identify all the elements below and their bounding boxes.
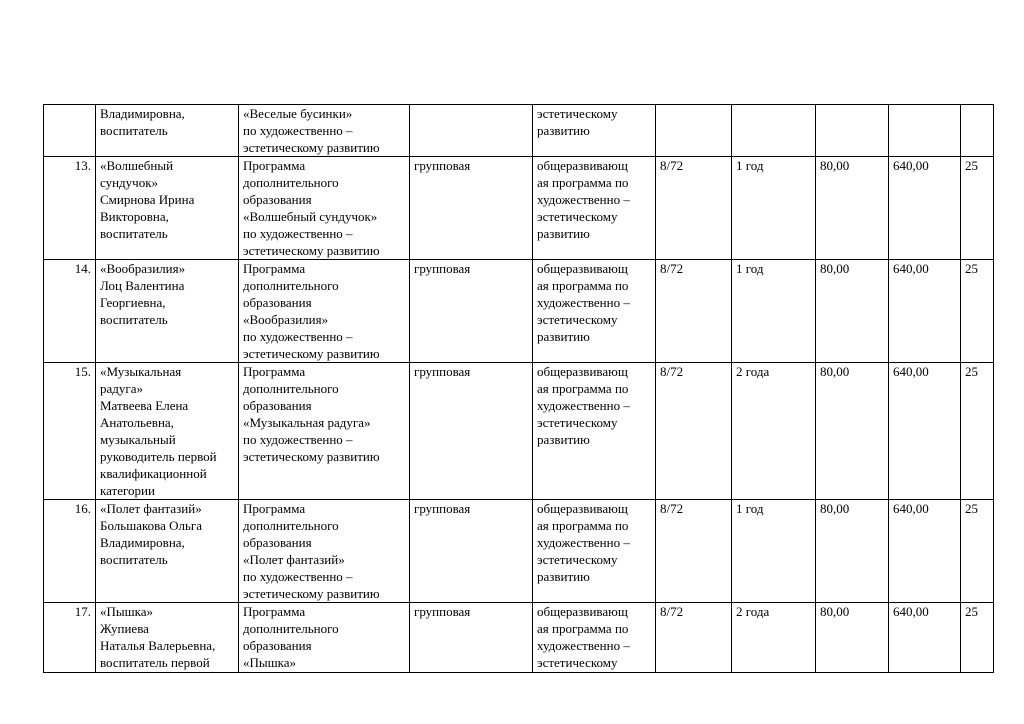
program-type-cell-line: ая программа по: [537, 278, 629, 293]
program-cell: [239, 157, 410, 260]
program-cell-line: дополнительного: [243, 381, 339, 396]
hours-cell: [656, 603, 732, 673]
teacher-cell-line: Анатольевна,: [100, 415, 174, 430]
children-count-cell: [961, 363, 994, 500]
program-cell-line: образования: [243, 192, 312, 207]
program-type-cell-line: эстетическому: [537, 312, 618, 327]
total-cell-text: 640,00: [893, 604, 929, 619]
price-cell-text: 80,00: [820, 158, 850, 173]
total-cell-text: 640,00: [893, 261, 929, 276]
program-type-cell-line: ая программа по: [537, 518, 629, 533]
teacher-cell-line: «Пышка»: [100, 604, 154, 619]
teacher-cell: [96, 500, 239, 603]
program-type-cell-line: художественно –: [537, 192, 630, 207]
program-type-cell-line: эстетическому: [537, 655, 618, 670]
total-cell: [889, 603, 961, 673]
children-count-cell: [961, 603, 994, 673]
program-cell-line: образования: [243, 398, 312, 413]
table-row: [44, 157, 994, 260]
table-row: [44, 500, 994, 603]
teacher-cell-line: «Вообразилия»: [100, 261, 186, 276]
teacher-cell: [96, 157, 239, 260]
teacher-cell-line: «Музыкальная: [100, 364, 182, 379]
teacher-cell: [96, 105, 239, 157]
teacher-cell-line: Лоц Валентина: [100, 278, 185, 293]
program-type-cell: [533, 105, 656, 157]
program-cell-line: эстетическому развитию: [243, 346, 380, 361]
program-cell-line: эстетическому развитию: [243, 140, 380, 155]
form-cell: [410, 363, 533, 500]
program-cell-line: «Вообразилия»: [243, 312, 329, 327]
teacher-cell-line: воспитатель: [100, 123, 168, 138]
program-type-cell-line: развитию: [537, 123, 590, 138]
duration-cell: [732, 500, 816, 603]
program-cell-line: дополнительного: [243, 175, 339, 190]
program-type-cell-line: эстетическому: [537, 415, 618, 430]
form-cell: [410, 260, 533, 363]
teacher-cell-line: Наталья Валерьевна,: [100, 638, 216, 653]
duration-cell-text: 1 год: [736, 158, 764, 173]
duration-cell: [732, 157, 816, 260]
form-cell: [410, 105, 533, 157]
total-cell: [889, 105, 961, 157]
children-count-cell: [961, 105, 994, 157]
price-cell-text: 80,00: [820, 261, 850, 276]
program-cell-line: «Музыкальная радуга»: [243, 415, 371, 430]
program-cell-line: эстетическому развитию: [243, 586, 380, 601]
teacher-cell-line: воспитатель: [100, 312, 168, 327]
children-count-cell-text: 25: [965, 501, 978, 516]
children-count-cell-text: 25: [965, 158, 978, 173]
price-cell: [816, 603, 889, 673]
children-count-cell: [961, 500, 994, 603]
teacher-cell-line: радуга»: [100, 381, 143, 396]
teacher-cell-line: Викторовна,: [100, 209, 169, 224]
price-cell: [816, 500, 889, 603]
price-cell: [816, 157, 889, 260]
price-cell-text: 80,00: [820, 604, 850, 619]
total-cell-text: 640,00: [893, 158, 929, 173]
row-number: [44, 105, 96, 157]
hours-cell: [656, 260, 732, 363]
price-cell-text: 80,00: [820, 364, 850, 379]
teacher-cell-line: воспитатель: [100, 226, 168, 241]
form-cell-line: групповая: [414, 604, 471, 619]
program-cell: [239, 603, 410, 673]
program-type-cell-line: эстетическому: [537, 209, 618, 224]
teacher-cell-line: воспитатель первой: [100, 655, 210, 670]
program-type-cell-line: развитию: [537, 226, 590, 241]
program-type-cell: [533, 500, 656, 603]
program-cell-line: дополнительного: [243, 518, 339, 533]
hours-cell: [656, 105, 732, 157]
form-cell-line: групповая: [414, 364, 471, 379]
hours-cell-text: 8/72: [660, 158, 684, 173]
hours-cell-text: 8/72: [660, 364, 684, 379]
program-type-cell: [533, 260, 656, 363]
duration-cell-text: 2 года: [736, 604, 770, 619]
program-type-cell-line: ая программа по: [537, 175, 629, 190]
teacher-cell-line: Владимировна,: [100, 106, 185, 121]
program-type-cell: [533, 603, 656, 673]
row-number: [44, 363, 96, 500]
total-cell: [889, 363, 961, 500]
program-type-cell: [533, 157, 656, 260]
row-number: [44, 500, 96, 603]
program-cell-line: Программа: [243, 158, 306, 173]
program-cell-line: образования: [243, 295, 312, 310]
program-type-cell-line: эстетическому: [537, 552, 618, 567]
row-number-text: 17.: [74, 604, 91, 619]
program-cell-line: образования: [243, 638, 312, 653]
hours-cell-text: 8/72: [660, 261, 684, 276]
teacher-cell-line: Владимировна,: [100, 535, 185, 550]
children-count-cell-text: 25: [965, 261, 978, 276]
program-cell-line: образования: [243, 535, 312, 550]
program-cell-line: по художественно –: [243, 432, 353, 447]
table-row: [44, 603, 994, 673]
table-row: [44, 363, 994, 500]
program-cell-line: «Полет фантазий»: [243, 552, 345, 567]
teacher-cell-line: Матвеева Елена: [100, 398, 189, 413]
form-cell-line: групповая: [414, 261, 471, 276]
teacher-cell: [96, 603, 239, 673]
teacher-cell-line: «Полет фантазий»: [100, 501, 202, 516]
total-cell-text: 640,00: [893, 364, 929, 379]
form-cell: [410, 157, 533, 260]
children-count-cell-text: 25: [965, 604, 978, 619]
program-type-cell-line: общеразвивающ: [537, 604, 628, 619]
program-cell-line: дополнительного: [243, 621, 339, 636]
program-type-cell-line: эстетическому: [537, 106, 618, 121]
program-cell-line: по художественно –: [243, 329, 353, 344]
duration-cell: [732, 105, 816, 157]
programs-table: [43, 104, 994, 673]
teacher-cell-line: сундучок»: [100, 175, 159, 190]
children-count-cell-text: 25: [965, 364, 978, 379]
program-cell-line: Программа: [243, 604, 306, 619]
program-type-cell-line: художественно –: [537, 638, 630, 653]
program-cell-line: «Веселые бусинки»: [243, 106, 353, 121]
row-number: [44, 260, 96, 363]
duration-cell: [732, 363, 816, 500]
price-cell: [816, 363, 889, 500]
program-type-cell-line: развитию: [537, 432, 590, 447]
teacher-cell-line: Большакова Ольга: [100, 518, 203, 533]
price-cell-text: 80,00: [820, 501, 850, 516]
form-cell: [410, 603, 533, 673]
program-type-cell-line: общеразвивающ: [537, 158, 628, 173]
row-number-text: 14.: [74, 261, 91, 276]
children-count-cell: [961, 260, 994, 363]
teacher-cell-line: воспитатель: [100, 552, 168, 567]
program-type-cell-line: развитию: [537, 569, 590, 584]
program-cell-line: эстетическому развитию: [243, 449, 380, 464]
table-row: [44, 260, 994, 363]
program-cell: [239, 363, 410, 500]
duration-cell: [732, 603, 816, 673]
program-cell: [239, 500, 410, 603]
program-cell: [239, 105, 410, 157]
program-type-cell-line: художественно –: [537, 535, 630, 550]
teacher-cell-line: Георгиевна,: [100, 295, 166, 310]
duration-cell-text: 2 года: [736, 364, 770, 379]
teacher-cell: [96, 260, 239, 363]
table-row: [44, 105, 994, 157]
teacher-cell-line: категории: [100, 483, 155, 498]
row-number: [44, 157, 96, 260]
teacher-cell-line: Жупиева: [100, 621, 149, 636]
program-type-cell-line: общеразвивающ: [537, 364, 628, 379]
program-cell-line: Программа: [243, 501, 306, 516]
row-number-text: 15.: [74, 364, 91, 379]
hours-cell: [656, 363, 732, 500]
hours-cell: [656, 157, 732, 260]
form-cell: [410, 500, 533, 603]
duration-cell-text: 1 год: [736, 501, 764, 516]
program-cell-line: дополнительного: [243, 278, 339, 293]
program-type-cell-line: художественно –: [537, 398, 630, 413]
program-type-cell-line: общеразвивающ: [537, 261, 628, 276]
duration-cell-text: 1 год: [736, 261, 764, 276]
program-cell-line: по художественно –: [243, 226, 353, 241]
program-cell-line: эстетическому развитию: [243, 243, 380, 258]
teacher-cell-line: «Волшебный: [100, 158, 174, 173]
program-cell: [239, 260, 410, 363]
price-cell: [816, 105, 889, 157]
form-cell-line: групповая: [414, 501, 471, 516]
table-body: [44, 105, 994, 673]
program-type-cell-line: развитию: [537, 329, 590, 344]
row-number: [44, 603, 96, 673]
program-type-cell: [533, 363, 656, 500]
hours-cell-text: 8/72: [660, 604, 684, 619]
program-cell-line: по художественно –: [243, 123, 353, 138]
hours-cell-text: 8/72: [660, 501, 684, 516]
program-type-cell-line: общеразвивающ: [537, 501, 628, 516]
teacher-cell-line: квалификационной: [100, 466, 207, 481]
hours-cell: [656, 500, 732, 603]
program-type-cell-line: художественно –: [537, 295, 630, 310]
teacher-cell: [96, 363, 239, 500]
total-cell: [889, 260, 961, 363]
duration-cell: [732, 260, 816, 363]
program-type-cell-line: ая программа по: [537, 381, 629, 396]
price-cell: [816, 260, 889, 363]
row-number-text: 16.: [74, 501, 91, 516]
teacher-cell-line: руководитель первой: [100, 449, 217, 464]
program-cell-line: Программа: [243, 261, 306, 276]
row-number-text: 13.: [74, 158, 91, 173]
teacher-cell-line: музыкальный: [100, 432, 176, 447]
teacher-cell-line: Смирнова Ирина: [100, 192, 195, 207]
total-cell: [889, 500, 961, 603]
total-cell-text: 640,00: [893, 501, 929, 516]
children-count-cell: [961, 157, 994, 260]
program-cell-line: по художественно –: [243, 569, 353, 584]
program-cell-line: Программа: [243, 364, 306, 379]
total-cell: [889, 157, 961, 260]
program-cell-line: «Волшебный сундучок»: [243, 209, 378, 224]
program-type-cell-line: ая программа по: [537, 621, 629, 636]
program-cell-line: «Пышка»: [243, 655, 297, 670]
form-cell-line: групповая: [414, 158, 471, 173]
